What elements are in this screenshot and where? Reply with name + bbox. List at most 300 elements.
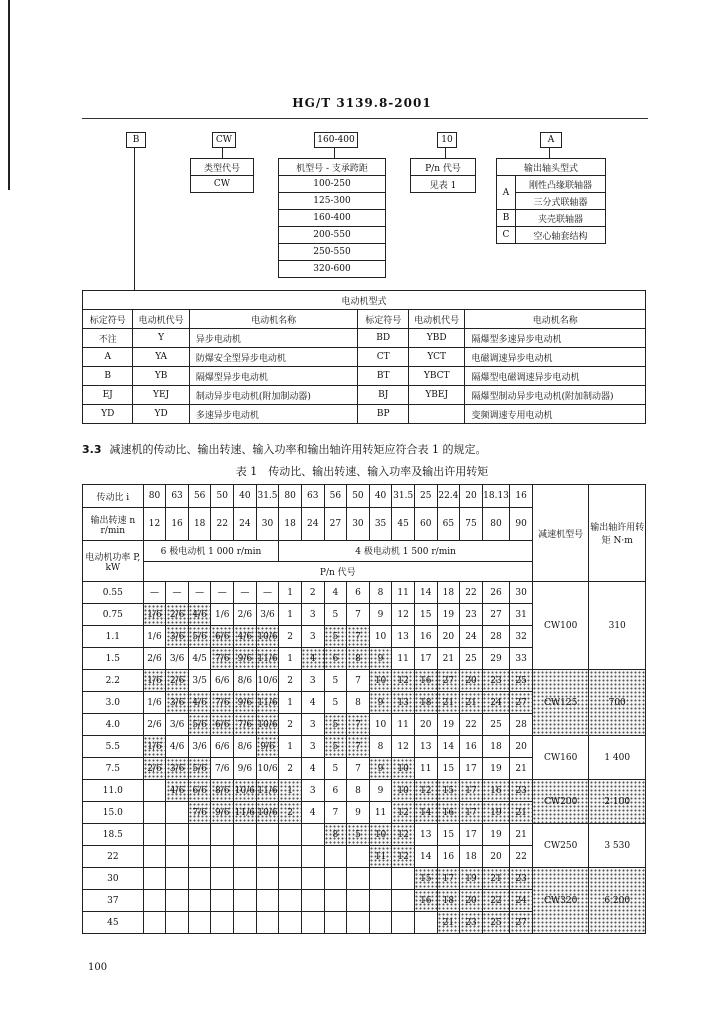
pn-cell: 13 — [414, 736, 437, 758]
reducer-model-header: 减速机型号 — [532, 485, 589, 582]
allowable-torque: 2 100 — [589, 780, 646, 824]
shaft-label: 三分式联轴器 — [516, 193, 606, 210]
clause-text: 减速机的传动比、输出转速、输入功率和输出轴许用转矩应符合表 1 的规定。 — [109, 443, 487, 456]
pn-cell: 17 — [460, 780, 483, 802]
pn-cell: 16 — [437, 846, 460, 868]
pn-cell: 7 — [347, 670, 370, 692]
code-box-shaft: A — [540, 132, 562, 148]
speed-value: 18 — [279, 508, 302, 541]
pn-cell: 5/6 — [188, 758, 211, 780]
type-legend-title: 类型代号 — [191, 159, 254, 176]
pn-cell: 10 — [369, 670, 392, 692]
motor-cell: BJ — [358, 386, 408, 405]
pn-cell — [369, 890, 392, 912]
pn-cell — [234, 824, 257, 846]
pn-cell: 3 — [301, 626, 324, 648]
reducer-model: CW320 — [532, 868, 589, 934]
size-value: 100-250 — [279, 176, 386, 193]
connector-line — [134, 147, 135, 290]
size-value: 160-400 — [279, 210, 386, 227]
pn-cell: 1/6 — [143, 736, 166, 758]
pn-cell: 20 — [510, 736, 533, 758]
pn-cell: 7 — [347, 758, 370, 780]
ratio-value: 56 — [324, 485, 347, 508]
connector-line — [445, 147, 446, 158]
pn-cell: 19 — [482, 824, 510, 846]
pn-cell: 7 — [347, 714, 370, 736]
pn-cell — [166, 824, 189, 846]
pn-cell — [347, 846, 370, 868]
pn-cell: 10/6 — [256, 758, 279, 780]
speed-value: 35 — [369, 508, 392, 541]
motor-col-header: 电动机名称 — [189, 310, 358, 329]
pn-cell — [301, 846, 324, 868]
page-header: HG/T 3139.8-2001 — [292, 96, 432, 110]
pn-cell: 11 — [392, 648, 415, 670]
ratio-value: 31.5 — [256, 485, 279, 508]
pn-cell: 1 — [279, 736, 302, 758]
pn-cell: 7 — [347, 604, 370, 626]
pn-cell — [324, 868, 347, 890]
pn-cell — [369, 912, 392, 934]
pn-cell: 2/6 — [143, 714, 166, 736]
pn-cell — [256, 912, 279, 934]
pn-cell: 12 — [392, 670, 415, 692]
pn-cell — [211, 868, 234, 890]
pn-cell: 3/5 — [188, 670, 211, 692]
pn-cell: 13 — [392, 692, 415, 714]
pn-cell: 12 — [392, 604, 415, 626]
pn-cell: 27 — [482, 604, 510, 626]
pn-cell: 12 — [414, 780, 437, 802]
power-value: 3.0 — [83, 692, 144, 714]
pn-cell: 1 — [279, 648, 302, 670]
pn-cell: 15 — [437, 780, 460, 802]
pn-cell: 20 — [482, 846, 510, 868]
motor-table-row — [83, 348, 646, 367]
pn-cell: 14 — [414, 846, 437, 868]
ratio-value: 80 — [143, 485, 166, 508]
power-value: 18.5 — [83, 824, 144, 846]
pn-cell — [143, 802, 166, 824]
pn-cell: 5 — [347, 824, 370, 846]
pn-cell: 3/6 — [166, 692, 189, 714]
pn-cell — [143, 824, 166, 846]
pn-cell — [143, 780, 166, 802]
motor-col-header: 标定符号 — [358, 310, 408, 329]
pn-cell — [392, 890, 415, 912]
reducer-model: CW100 — [532, 582, 589, 670]
ratio-value: 25 — [414, 485, 437, 508]
pn-cell: 16 — [460, 736, 483, 758]
pn-cell: 11/6 — [256, 780, 279, 802]
shaft-key: A — [497, 176, 516, 210]
pn-cell: 1/6 — [143, 604, 166, 626]
power-value: 30 — [83, 868, 144, 890]
pn-cell: 8 — [369, 582, 392, 604]
pn-cell: 6/6 — [211, 736, 234, 758]
pn-cell: 21 — [437, 912, 460, 934]
pn-cell: 4 — [324, 582, 347, 604]
ratio-value: 16 — [510, 485, 533, 508]
shaft-legend — [496, 158, 606, 244]
pn-cell: 4 — [301, 802, 324, 824]
pn-cell — [414, 912, 437, 934]
pn-cell: 21 — [437, 692, 460, 714]
pn-cell: 5 — [324, 604, 347, 626]
pn-cell: 5/6 — [188, 626, 211, 648]
pn-cell: 20 — [460, 890, 483, 912]
ratio-legend-value: 见表 1 — [411, 176, 476, 193]
pn-cell: 5 — [324, 714, 347, 736]
pn-cell — [234, 846, 257, 868]
pn-cell: 1 — [279, 582, 302, 604]
pn-cell: 19 — [460, 868, 483, 890]
pn-cell: 11/6 — [256, 648, 279, 670]
motor-cell: Y — [133, 329, 189, 348]
reducer-model: CW250 — [532, 824, 589, 868]
pn-cell: 16 — [414, 890, 437, 912]
motor-cell — [408, 405, 465, 424]
pn-cell: 6/6 — [188, 780, 211, 802]
ratio-value: 40 — [369, 485, 392, 508]
table-row — [83, 670, 646, 692]
size-value: 125-300 — [279, 193, 386, 210]
pn-cell — [324, 890, 347, 912]
pn-cell: 9 — [347, 802, 370, 824]
pn-cell: 14 — [414, 802, 437, 824]
pn-cell: 23 — [510, 868, 533, 890]
pn-cell: 2 — [301, 582, 324, 604]
allowable-torque: 3 530 — [589, 824, 646, 868]
connector-line — [334, 147, 335, 158]
speed-value: 80 — [482, 508, 510, 541]
pn-cell: 7/6 — [211, 648, 234, 670]
pn-cell — [347, 868, 370, 890]
pn-cell — [347, 912, 370, 934]
allowable-torque: 310 — [589, 582, 646, 670]
ratio-value: 22.4 — [437, 485, 460, 508]
pn-cell: 4/6 — [234, 626, 257, 648]
pn-cell: 9/6 — [234, 692, 257, 714]
pn-cell: — — [234, 582, 257, 604]
header-rule — [82, 118, 648, 119]
pn-cell: 12 — [392, 736, 415, 758]
power-value: 7.5 — [83, 758, 144, 780]
pn-cell: 10 — [369, 714, 392, 736]
table-row — [83, 582, 646, 604]
motor-cell: BD — [358, 329, 408, 348]
motor-cell: YEJ — [133, 386, 189, 405]
motor-col-header: 电动机名称 — [465, 310, 646, 329]
pn-cell: 23 — [482, 670, 510, 692]
table1-caption: 表 1 传动比、输出转速、输入功率及输出许用转矩 — [235, 465, 489, 478]
pn-cell — [279, 890, 302, 912]
reducer-model: CW125 — [532, 670, 589, 736]
pn-cell: — — [256, 582, 279, 604]
pn-cell — [143, 890, 166, 912]
speed-value: 75 — [460, 508, 483, 541]
pn-cell: 10 — [369, 824, 392, 846]
type-legend — [190, 158, 254, 193]
ratio-value: 63 — [166, 485, 189, 508]
pn-cell: 5 — [324, 692, 347, 714]
ratio-value: 50 — [211, 485, 234, 508]
pn-cell: 28 — [510, 714, 533, 736]
pn-cell: 3 — [301, 780, 324, 802]
ratio-label: 传动比 i — [83, 485, 144, 508]
left-margin-rule — [8, 0, 10, 190]
pn-cell: 7 — [347, 626, 370, 648]
pn-cell: 33 — [510, 648, 533, 670]
pn-cell: 15 — [437, 758, 460, 780]
pn-cell: 8/6 — [234, 670, 257, 692]
shaft-label: 空心轴套结构 — [516, 227, 606, 244]
pn-cell: 4/6 — [188, 604, 211, 626]
pn-cell: 5 — [324, 626, 347, 648]
motor-cell: 隔爆型电磁调速异步电动机 — [465, 367, 646, 386]
pn-cell: 19 — [482, 758, 510, 780]
pn-cell: 8/6 — [211, 780, 234, 802]
speed-value: 12 — [143, 508, 166, 541]
pn-cell: 2/6 — [166, 670, 189, 692]
ratio-value: 40 — [234, 485, 257, 508]
pn-cell: 8 — [347, 780, 370, 802]
pn-cell: 25 — [482, 714, 510, 736]
pn-cell: 3 — [301, 670, 324, 692]
pn-cell: 9 — [369, 692, 392, 714]
pn-cell — [188, 846, 211, 868]
speed-value: 45 — [392, 508, 415, 541]
speed-value: 16 — [166, 508, 189, 541]
speed-value: 30 — [347, 508, 370, 541]
pn-cell: 13 — [392, 626, 415, 648]
pn-cell: 6 — [324, 648, 347, 670]
speed-value: 65 — [437, 508, 460, 541]
pn-cell: 2 — [279, 802, 302, 824]
pn-cell: 10/6 — [256, 626, 279, 648]
connector-line — [222, 147, 223, 158]
pn-cell: 15 — [437, 824, 460, 846]
pn-cell — [188, 824, 211, 846]
pn-cell: 32 — [510, 626, 533, 648]
pn-cell: 11/6 — [234, 802, 257, 824]
pn-cell: 8/6 — [234, 736, 257, 758]
pn-cell — [211, 890, 234, 912]
pn-cell: 9/6 — [234, 648, 257, 670]
allowable-torque: 1 400 — [589, 736, 646, 780]
ratio-value: 50 — [347, 485, 370, 508]
motor-cell: 异步电动机 — [189, 329, 358, 348]
code-box-type: CW — [212, 132, 236, 148]
speed-value: 90 — [510, 508, 533, 541]
motor-cell: YD — [133, 405, 189, 424]
pn-cell: 8 — [324, 824, 347, 846]
speed-label: 输出转速 n r/min — [83, 508, 144, 541]
pn-cell: 4/6 — [166, 780, 189, 802]
pn-cell — [279, 912, 302, 934]
pn-cell: 9/6 — [256, 736, 279, 758]
power-value: 45 — [83, 912, 144, 934]
pn-cell: 18 — [414, 692, 437, 714]
pn-cell: 6 — [347, 582, 370, 604]
pn-cell — [234, 868, 257, 890]
pn-cell — [301, 890, 324, 912]
pn-cell: 24 — [460, 626, 483, 648]
pn-cell — [369, 868, 392, 890]
table-row — [83, 780, 646, 802]
motor-cell: B — [83, 367, 133, 386]
motor-table-row — [83, 367, 646, 386]
power-label: 电动机功率 P, kW — [83, 541, 144, 582]
pn-cell: 2 — [279, 714, 302, 736]
pn-cell: 23 — [460, 604, 483, 626]
pn-cell: 4/6 — [166, 736, 189, 758]
pn-cell: 4 — [301, 648, 324, 670]
code-box-size: 160-400 — [314, 132, 358, 148]
motor-cell: 隔爆型多速异步电动机 — [465, 329, 646, 348]
pn-cell: 7/6 — [211, 758, 234, 780]
pn-cell: 2/6 — [166, 604, 189, 626]
pn-cell: 1 — [279, 780, 302, 802]
pn-cell — [211, 846, 234, 868]
pn-cell — [392, 868, 415, 890]
speed-value: 30 — [256, 508, 279, 541]
allowable-torque: 700 — [589, 670, 646, 736]
pn-cell: 3 — [301, 736, 324, 758]
ratio-value: 80 — [279, 485, 302, 508]
pn-cell: — — [188, 582, 211, 604]
pn-cell: 7/6 — [234, 714, 257, 736]
ratio-value: 20 — [460, 485, 483, 508]
pn-cell: 25 — [460, 648, 483, 670]
motor-cell: YBCT — [408, 367, 465, 386]
pn-code-label: P/n 代号 — [143, 561, 532, 582]
page-number: 100 — [88, 962, 108, 973]
pn-cell: 3 — [301, 604, 324, 626]
reducer-model: CW200 — [532, 780, 589, 824]
speed-value: 27 — [324, 508, 347, 541]
connector-line — [549, 147, 550, 158]
pn-cell: 10 — [392, 780, 415, 802]
pn-cell: 6/6 — [211, 626, 234, 648]
pn-cell: 21 — [437, 648, 460, 670]
pn-cell: 3/6 — [256, 604, 279, 626]
pn-cell: 8 — [369, 736, 392, 758]
pn-cell — [166, 802, 189, 824]
pn-cell: 5 — [324, 758, 347, 780]
pn-cell: 3/6 — [166, 714, 189, 736]
pn-cell: 5 — [324, 736, 347, 758]
speed-value: 24 — [234, 508, 257, 541]
size-value: 320-600 — [279, 261, 386, 278]
pn-cell: 22 — [460, 582, 483, 604]
motor-4-pole: 4 极电动机 1 500 r/min — [279, 541, 533, 562]
clause-3-3 — [82, 441, 487, 457]
speed-value: 18 — [188, 508, 211, 541]
size-value: 200-550 — [279, 227, 386, 244]
pn-cell: 20 — [414, 714, 437, 736]
motor-cell: 多速异步电动机 — [189, 405, 358, 424]
motor-cell: 变频调速专用电动机 — [465, 405, 646, 424]
power-value: 11.0 — [83, 780, 144, 802]
power-value: 37 — [83, 890, 144, 912]
power-value: 22 — [83, 846, 144, 868]
pn-cell — [256, 846, 279, 868]
pn-cell: 24 — [510, 890, 533, 912]
pn-cell: 27 — [437, 670, 460, 692]
pn-cell: 12 — [392, 824, 415, 846]
pn-cell: 14 — [437, 736, 460, 758]
shaft-label: 夹壳联轴器 — [516, 210, 606, 227]
power-value: 5.5 — [83, 736, 144, 758]
pn-cell: 11 — [369, 802, 392, 824]
pn-cell: 21 — [482, 868, 510, 890]
motor-col-header: 标定符号 — [83, 310, 133, 329]
ratio-legend — [410, 158, 476, 193]
pn-cell: 25 — [510, 670, 533, 692]
pn-cell: 18 — [460, 846, 483, 868]
pn-cell: 10 — [392, 758, 415, 780]
pn-cell: 10/6 — [234, 780, 257, 802]
motor-cell: YCT — [408, 348, 465, 367]
pn-cell: 2/6 — [143, 758, 166, 780]
pn-cell: 9 — [369, 780, 392, 802]
pn-cell: 1 — [279, 692, 302, 714]
pn-cell: 17 — [460, 802, 483, 824]
pn-cell: — — [166, 582, 189, 604]
pn-cell: 7/6 — [188, 802, 211, 824]
pn-cell: 21 — [510, 824, 533, 846]
pn-cell: 11 — [369, 846, 392, 868]
motor-cell: EJ — [83, 386, 133, 405]
pn-cell: 22 — [482, 890, 510, 912]
motor-cell: YB — [133, 367, 189, 386]
pn-cell: 21 — [510, 802, 533, 824]
pn-cell: 10 — [369, 626, 392, 648]
ratio-legend-title: P/n 代号 — [411, 159, 476, 176]
pn-cell: 22 — [460, 714, 483, 736]
speed-value: 22 — [211, 508, 234, 541]
pn-cell — [301, 912, 324, 934]
size-legend — [278, 158, 386, 278]
pn-cell: 1 — [279, 604, 302, 626]
type-legend-value: CW — [191, 176, 254, 193]
pn-cell: 9 — [369, 604, 392, 626]
pn-cell: 10/6 — [256, 714, 279, 736]
pn-cell — [166, 912, 189, 934]
pn-cell: 16 — [482, 780, 510, 802]
power-value: 4.0 — [83, 714, 144, 736]
code-box-ratio: 10 — [437, 132, 457, 148]
pn-cell — [166, 846, 189, 868]
pn-cell: 8 — [347, 692, 370, 714]
pn-cell — [188, 912, 211, 934]
pn-cell: 11 — [392, 582, 415, 604]
pn-cell — [143, 846, 166, 868]
pn-cell — [143, 868, 166, 890]
pn-cell: 18 — [482, 736, 510, 758]
pn-cell — [324, 846, 347, 868]
motor-cell: BT — [358, 367, 408, 386]
pn-cell: 30 — [510, 582, 533, 604]
pn-cell — [188, 868, 211, 890]
torque-header: 输出轴许用转矩 N·m — [589, 485, 646, 582]
motor-table-title: 电动机型式 — [83, 291, 646, 310]
pn-cell: 7 — [347, 736, 370, 758]
pn-cell: 22 — [510, 846, 533, 868]
pn-cell: 9/6 — [211, 802, 234, 824]
